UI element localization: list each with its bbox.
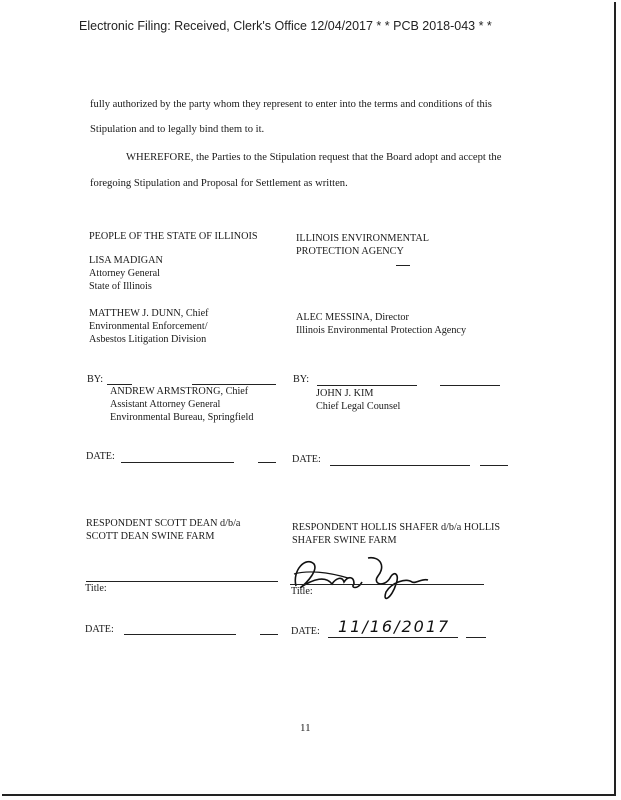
body-line-1: fully authorized by the party whom they represent to enter into the terms and conditions of this xyxy=(90,99,492,110)
body-line-4: foregoing Stipulation and Proposal for Settlement as written. xyxy=(90,178,348,189)
respondent-left-date-tail xyxy=(260,634,278,635)
respondent-right-line-1: RESPONDENT HOLLIS SHAFER d/b/a HOLLIS xyxy=(292,522,501,533)
left-party-name: PEOPLE OF THE STATE OF ILLINOIS xyxy=(89,231,258,242)
respondent-left-date-line xyxy=(124,634,236,635)
respondent-right-line-2: SHAFER SWINE FARM xyxy=(292,535,397,546)
right-by-label: BY: xyxy=(293,374,310,385)
respondent-right-date-line xyxy=(328,637,458,638)
director-name: ALEC MESSINA, Director xyxy=(296,312,409,323)
right-date-line-tail xyxy=(480,465,508,466)
left-date-line xyxy=(121,462,234,463)
chief-division-1: Environmental Enforcement/ xyxy=(89,321,208,332)
respondent-left-line-2: SCOTT DEAN SWINE FARM xyxy=(86,531,215,542)
left-signer-title-2: Environmental Bureau, Springfield xyxy=(110,412,254,423)
left-by-label: BY: xyxy=(87,374,104,385)
body-line-2: Stipulation and to legally bind them to it. xyxy=(90,124,265,135)
respondent-right-sign-line xyxy=(290,584,484,585)
director-org: Illinois Environmental Protection Agency xyxy=(296,325,467,336)
filing-stamp-header: Electronic Filing: Received, Clerk's Office 12/04/2017 * * PCB 2018-043 * * xyxy=(79,19,492,33)
respondent-right-date-value: 11/16/2017 xyxy=(338,617,451,636)
right-party-name-2: PROTECTION AGENCY xyxy=(296,246,404,257)
respondent-left-date-label: DATE: xyxy=(85,624,114,635)
body-line-3: WHEREFORE, the Parties to the Stipulation request that the Board adopt and accept the xyxy=(126,152,502,163)
chief-division-2: Asbestos Litigation Division xyxy=(89,334,207,345)
respondent-right-date-tail xyxy=(466,637,486,638)
ag-state: State of Illinois xyxy=(89,281,152,292)
right-date-line xyxy=(330,465,470,466)
respondent-right-title-label: Title: xyxy=(291,586,313,597)
page-border xyxy=(2,2,616,796)
right-signer-name: JOHN J. KIM xyxy=(316,388,374,399)
right-by-line-a xyxy=(317,385,417,386)
ag-title: Attorney General xyxy=(89,268,160,279)
left-date-line-tail xyxy=(258,462,276,463)
right-party-mark xyxy=(396,265,410,266)
right-party-name-1: ILLINOIS ENVIRONMENTAL xyxy=(296,233,430,244)
respondent-left-title-label: Title: xyxy=(85,583,107,594)
right-date-label: DATE: xyxy=(292,454,321,465)
respondent-right-date-label: DATE: xyxy=(291,626,320,637)
right-by-line-b xyxy=(440,385,500,386)
hollis-shafer-signature xyxy=(288,548,438,608)
respondent-left-line-1: RESPONDENT SCOTT DEAN d/b/a xyxy=(86,518,241,529)
left-date-label: DATE: xyxy=(86,451,115,462)
ag-name: LISA MADIGAN xyxy=(89,255,163,266)
right-signer-title: Chief Legal Counsel xyxy=(316,401,401,412)
left-signer-name: ANDREW ARMSTRONG, Chief xyxy=(110,386,249,397)
respondent-left-sign-line xyxy=(86,581,278,582)
left-signer-title-1: Assistant Attorney General xyxy=(110,399,221,410)
page-number: 11 xyxy=(300,722,311,734)
chief-name: MATTHEW J. DUNN, Chief xyxy=(89,308,209,319)
